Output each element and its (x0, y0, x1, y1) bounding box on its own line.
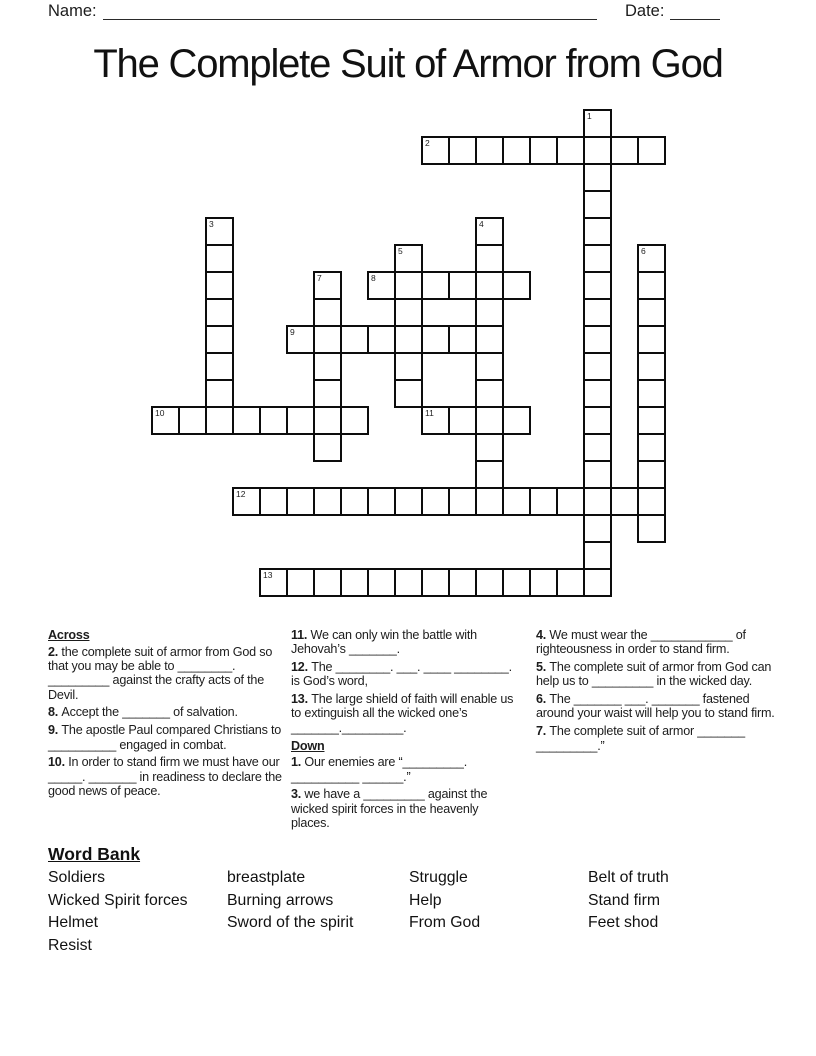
name-field (48, 2, 597, 20)
across-heading: Across (48, 628, 90, 642)
grid-cell-number: 13 (263, 570, 273, 580)
clue-4: 4. We must wear the ____________ of righteousness in order to stand firm. (536, 628, 746, 657)
word-bank-column-3 (409, 867, 480, 935)
grid-cell[interactable] (286, 568, 315, 597)
grid-cell[interactable] (340, 568, 369, 597)
grid-cell[interactable] (367, 325, 396, 354)
grid-cell[interactable] (151, 406, 180, 435)
grid-cell[interactable] (556, 487, 585, 516)
word-bank-item: Stand firm (588, 891, 660, 909)
clue-13: 13. The large shield of faith will enable us to extinguish all the wicked one’s _______._________. (291, 692, 514, 735)
word-bank-item: Helmet (48, 914, 99, 932)
grid-cell[interactable] (232, 406, 261, 435)
clue-7: 7. The complete suit of armor _______ _________.” (536, 724, 745, 753)
grid-cell[interactable] (421, 568, 450, 597)
grid-cell[interactable] (583, 109, 612, 138)
grid-cell[interactable] (475, 487, 504, 516)
word-bank-column-2 (227, 867, 353, 935)
grid-cell[interactable] (583, 433, 612, 462)
grid-cell[interactable] (583, 352, 612, 381)
grid-cell[interactable] (475, 352, 504, 381)
grid-cell[interactable] (448, 487, 477, 516)
grid-cell[interactable] (367, 271, 396, 300)
grid-cell[interactable] (286, 406, 315, 435)
grid-cell[interactable] (394, 244, 423, 273)
word-bank-item: Help (409, 891, 442, 909)
grid-cell[interactable] (313, 379, 342, 408)
clue-2: 2. the complete suit of armor from God so that you may be able to ________. _________ against the crafty acts of the Devil. (48, 644, 273, 702)
grid-cell[interactable] (583, 217, 612, 246)
grid-cell[interactable] (637, 325, 666, 354)
grid-cell[interactable] (205, 325, 234, 354)
grid-cell[interactable] (475, 406, 504, 435)
grid-cell[interactable] (637, 460, 666, 489)
grid-cell[interactable] (421, 325, 450, 354)
grid-cell[interactable] (583, 190, 612, 219)
grid-cell[interactable] (313, 352, 342, 381)
clue-6: 6. The _______ ___. _______ fastened around your waist will help you to stand firm. (536, 692, 775, 721)
grid-cell[interactable] (475, 568, 504, 597)
grid-cell[interactable] (502, 568, 531, 597)
grid-cell[interactable] (313, 406, 342, 435)
grid-cell-number: 3 (209, 219, 214, 229)
date-field (625, 2, 720, 20)
grid-cell[interactable] (259, 406, 288, 435)
grid-cell[interactable] (475, 379, 504, 408)
word-bank-item: breastplate (227, 869, 306, 886)
grid-cell-number: 9 (290, 327, 295, 337)
grid-cell[interactable] (259, 487, 288, 516)
grid-cell[interactable] (583, 487, 612, 516)
grid-cell[interactable] (475, 298, 504, 327)
name-label: Name: (48, 2, 97, 20)
grid-cell[interactable] (205, 298, 234, 327)
grid-cell-number: 11 (425, 408, 434, 418)
word-bank-item: Resist (48, 936, 92, 954)
grid-cell[interactable] (448, 406, 477, 435)
grid-cell[interactable] (313, 487, 342, 516)
word-bank-item: Feet shod (588, 914, 659, 932)
grid-cell[interactable] (637, 352, 666, 381)
word-bank-heading: Word Bank (48, 844, 141, 864)
grid-cell[interactable] (205, 244, 234, 273)
grid-cell[interactable] (475, 325, 504, 354)
name-blank-line[interactable] (103, 3, 597, 20)
grid-cell[interactable] (421, 271, 450, 300)
grid-cell[interactable] (583, 514, 612, 543)
grid-cell[interactable] (448, 271, 477, 300)
grid-cell[interactable] (583, 136, 612, 165)
grid-cell-number: 8 (371, 273, 376, 283)
grid-cell[interactable] (610, 136, 639, 165)
grid-cell[interactable] (637, 487, 666, 516)
grid-cell[interactable] (556, 136, 585, 165)
grid-cell[interactable] (286, 487, 315, 516)
grid-cell[interactable] (394, 379, 423, 408)
clue-12: 12. The ________. ___. ____ ________. is God’s word, (291, 660, 512, 689)
word-bank-item: From God (409, 914, 481, 932)
clue-9: 9. The apostle Paul compared Christians to __________ engaged in combat. (48, 723, 282, 752)
down-heading: Down (291, 738, 325, 753)
grid-cell[interactable] (394, 487, 423, 516)
grid-cell[interactable] (583, 460, 612, 489)
grid-cell[interactable] (286, 325, 315, 354)
grid-cell-number: 12 (236, 489, 246, 499)
grid-cell[interactable] (421, 487, 450, 516)
grid-cell[interactable] (313, 298, 342, 327)
word-bank-item: Burning arrows (227, 891, 334, 909)
grid-cell[interactable] (502, 136, 531, 165)
grid-cell[interactable] (340, 487, 369, 516)
grid-cell[interactable] (178, 406, 207, 435)
grid-cell[interactable] (367, 487, 396, 516)
word-bank-column-4 (588, 867, 669, 935)
grid-cell-number: 2 (425, 138, 430, 148)
grid-cell[interactable] (205, 379, 234, 408)
date-label: Date: (625, 2, 665, 20)
date-blank-line[interactable] (670, 3, 720, 20)
grid-cell[interactable] (475, 271, 504, 300)
clue-8: 8. Accept the _______ of salvation. (48, 705, 238, 720)
grid-cell[interactable] (583, 298, 612, 327)
grid-cell[interactable] (394, 298, 423, 327)
clue-3: 3. we have a _________ against the wicked spirit forces in the heavenly places. (291, 787, 488, 831)
grid-cell[interactable] (232, 487, 261, 516)
word-bank-item: Wicked Spirit forces (48, 891, 188, 909)
grid-cell[interactable] (610, 487, 639, 516)
grid-cell[interactable] (502, 487, 531, 516)
grid-cell[interactable] (475, 217, 504, 246)
word-bank-column-1 (48, 867, 188, 957)
grid-cell[interactable] (637, 433, 666, 462)
page-title: The Complete Suit of Armor from God (93, 42, 723, 86)
grid-cell[interactable] (475, 244, 504, 273)
grid-cell[interactable] (529, 568, 558, 597)
grid-cell[interactable] (205, 217, 234, 246)
grid-cell[interactable] (583, 568, 612, 597)
grid-cell[interactable] (340, 406, 369, 435)
grid-cell[interactable] (448, 325, 477, 354)
grid-cell-number: 1 (587, 111, 592, 121)
crossword-grid (151, 109, 667, 598)
grid-cell[interactable] (475, 433, 504, 462)
word-bank-item: Belt of truth (588, 869, 669, 886)
clue-column-3 (536, 628, 786, 756)
grid-cell[interactable] (394, 568, 423, 597)
grid-cell[interactable] (313, 271, 342, 300)
grid-cell-number: 5 (398, 246, 403, 256)
grid-cell[interactable] (313, 568, 342, 597)
grid-cell[interactable] (583, 271, 612, 300)
grid-cell[interactable] (394, 325, 423, 354)
grid-cell[interactable] (421, 406, 450, 435)
grid-cell[interactable] (205, 406, 234, 435)
grid-cell[interactable] (529, 487, 558, 516)
grid-cell[interactable] (583, 325, 612, 354)
grid-cell-number: 4 (479, 219, 484, 229)
grid-cell[interactable] (259, 568, 288, 597)
grid-cell[interactable] (205, 352, 234, 381)
grid-cell[interactable] (637, 298, 666, 327)
word-bank-item: Struggle (409, 869, 468, 886)
grid-cell[interactable] (583, 406, 612, 435)
clue-11: 11. We can only win the battle with Jehovah’s _______. (291, 628, 477, 657)
grid-cell[interactable] (448, 568, 477, 597)
grid-cell[interactable] (637, 379, 666, 408)
grid-cell[interactable] (421, 136, 450, 165)
grid-cell[interactable] (637, 406, 666, 435)
grid-cell[interactable] (475, 136, 504, 165)
clue-column-2 (291, 628, 518, 834)
grid-cell[interactable] (205, 271, 234, 300)
grid-cell[interactable] (556, 568, 585, 597)
grid-cell[interactable] (340, 325, 369, 354)
grid-cell-number: 7 (317, 273, 322, 283)
grid-cell[interactable] (313, 325, 342, 354)
grid-cell[interactable] (502, 271, 531, 300)
grid-cell[interactable] (394, 352, 423, 381)
grid-cell-number: 6 (641, 246, 646, 256)
clue-5: 5. The complete suit of armor from God can help us to _________ in the wicked day. (536, 660, 772, 689)
word-bank-item: Sword of the spirit (227, 914, 354, 932)
grid-cell[interactable] (637, 271, 666, 300)
clue-10: 10. In order to stand firm we must have our _____. _______ in readiness to declare the good news of peace. (48, 755, 282, 798)
grid-cell[interactable] (583, 163, 612, 192)
grid-cell[interactable] (637, 514, 666, 543)
grid-cell[interactable] (502, 406, 531, 435)
clue-1: 1. Our enemies are “_________. __________ ______.” (291, 755, 468, 784)
grid-cell[interactable] (637, 244, 666, 273)
grid-cell[interactable] (367, 568, 396, 597)
grid-cell[interactable] (583, 541, 612, 570)
grid-cell[interactable] (637, 136, 666, 165)
grid-cell[interactable] (448, 136, 477, 165)
grid-cell[interactable] (475, 460, 504, 489)
grid-cell[interactable] (394, 271, 423, 300)
grid-cell[interactable] (529, 136, 558, 165)
clue-column-1 (48, 628, 285, 802)
grid-cell[interactable] (583, 244, 612, 273)
word-bank-item: Soldiers (48, 869, 106, 886)
grid-cell-number: 10 (155, 408, 165, 418)
grid-cell[interactable] (313, 433, 342, 462)
grid-cell[interactable] (583, 379, 612, 408)
